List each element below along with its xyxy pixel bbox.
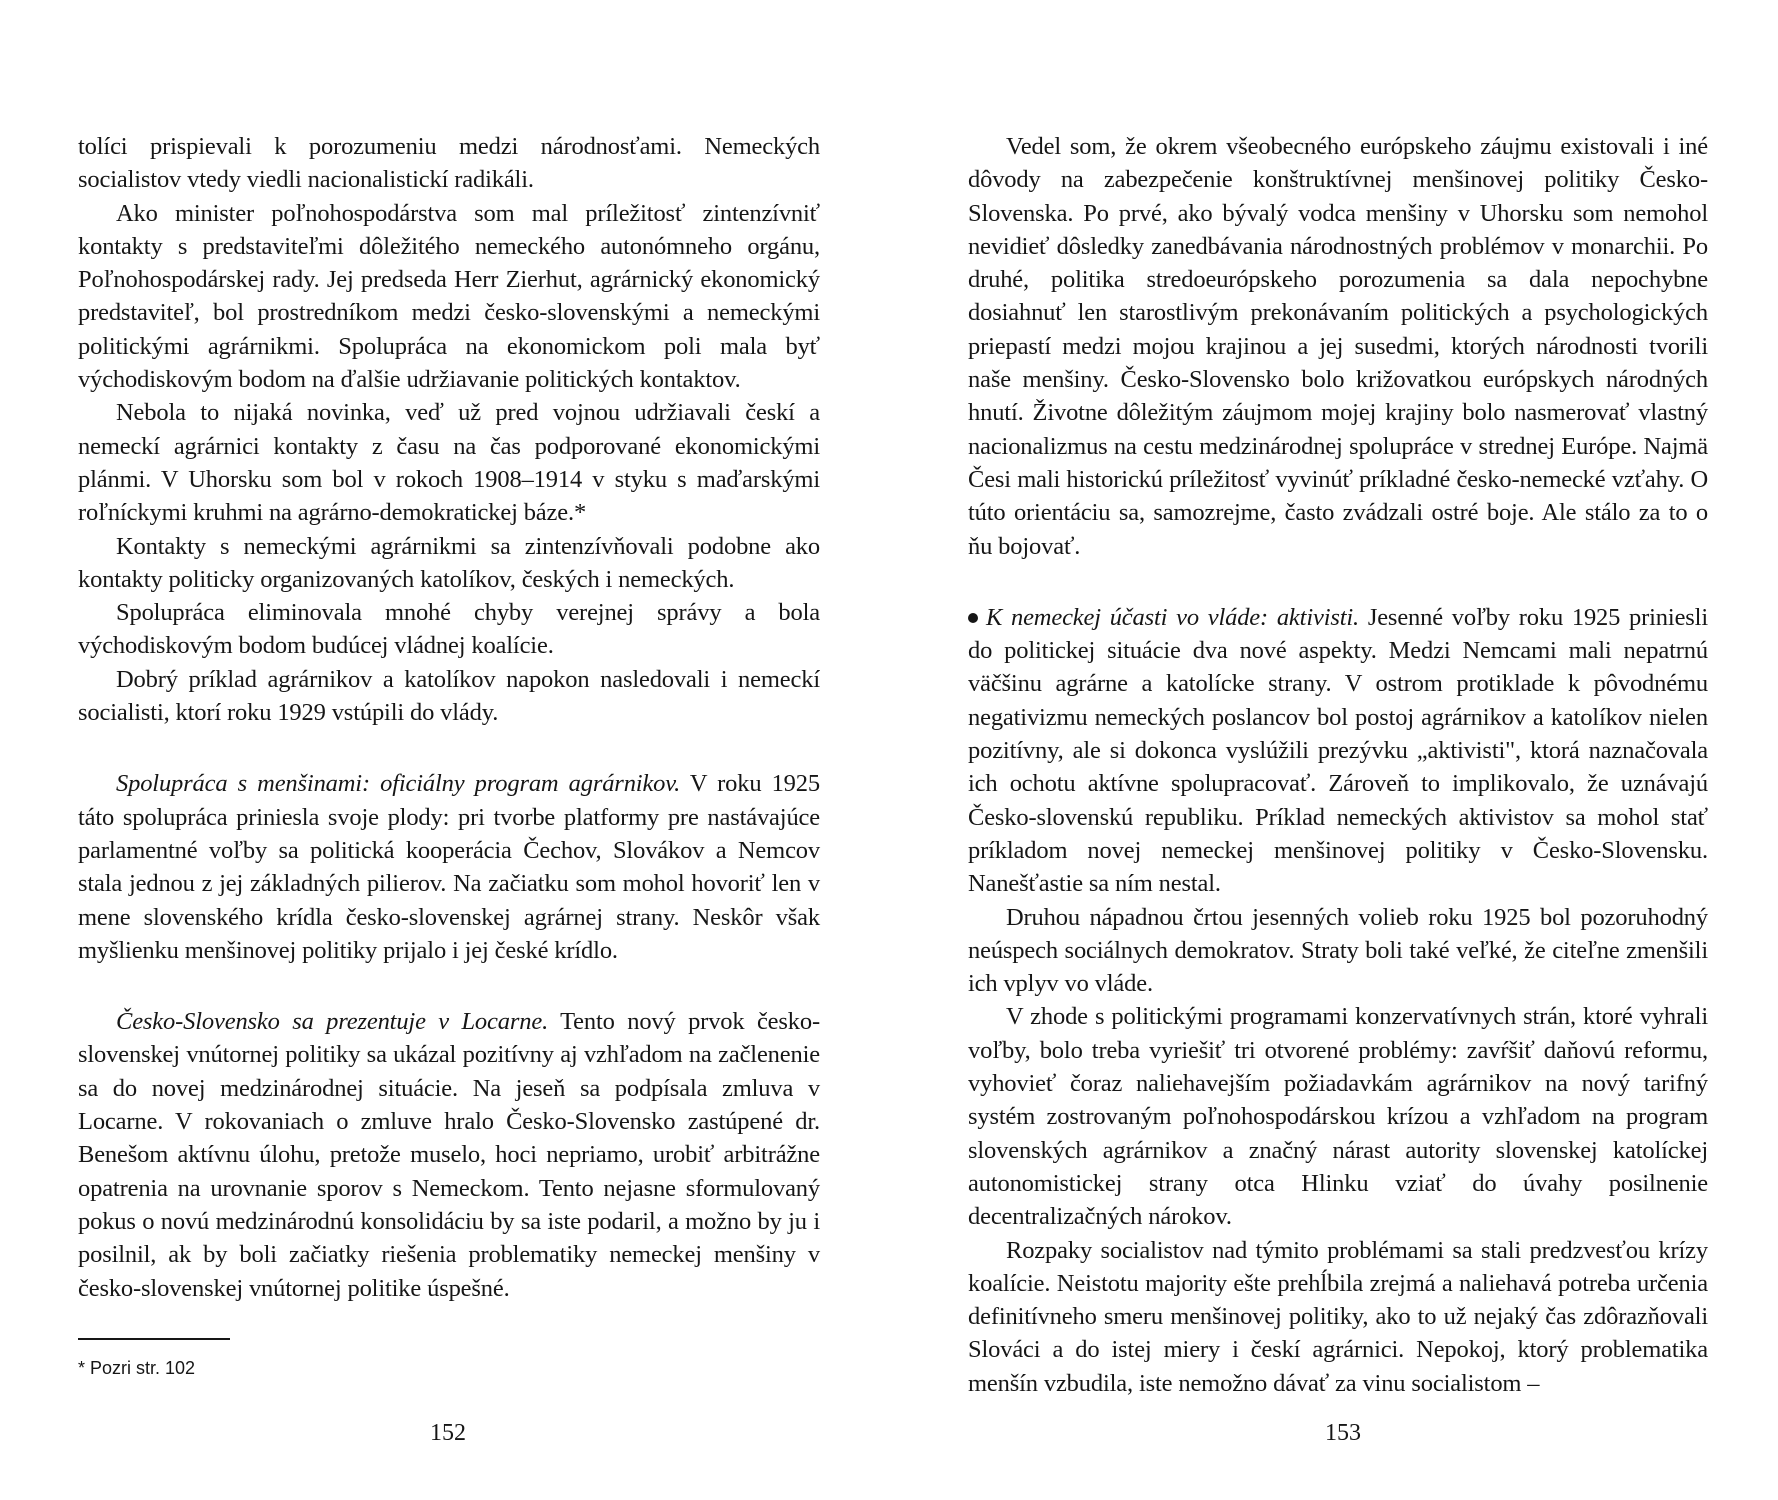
section-gap [78,729,820,767]
paragraph: Rozpaky socialistov nad týmito problémami sa stali predzvesťou krízy koalície. Neistotu majority ešte prehĺbila zrejmá a naliehavá potreba určenia definitívneho smeru menšinovej politiky, ako to už nejaký čas zdôrazňovali Slováci a do istej miery i českí agrárnici. Nepokoj, ktorý problematika menšín vzbudila, iste nemožno dávať za vinu socialistom – [968,1236,1708,1397]
section-gap [968,563,1708,601]
paragraph: V zhode s politickými programami konzervatívnych strán, ktoré vyhrali voľby, bolo treba vyriešiť tri otvorené problémy: zavŕšiť daňovú reformu, vyhovieť čoraz naliehavejším požiadavkám agrárnikov na nový tarifný systém zostrovaným poľnohospodárskou krízou a vzhľadom na program slovenských agrárnikov a značný nárast autority slovenskej katolíckej autonomistickej strany otca Hlinku vziať do úvahy posilnenie decentralizačných nárokov. [968,1003,1708,1231]
section-heading: Česko-Slovensko sa prezentuje v Locarne. [116,1008,549,1036]
page-number-right: 153 [1325,1420,1361,1446]
section-heading: Spolupráca s menšinami: oficiálny program agrárnikov. [116,770,681,798]
paragraph: tolíci prispievali k porozumeniu medzi národnosťami. Nemeckých socialistov vtedy viedli nacionalistickí radikáli. [78,133,820,194]
paragraph: Druhou nápadnou črtou jesenných volieb roku 1925 bol pozoruhodný neúspech sociálnych demokratov. Straty boli také veľké, že citeľne zmenšili ich vplyv vo vláde. [968,903,1708,998]
paragraph: Dobrý príklad agrárnikov a katolíkov napokon nasledovali i nemeckí socialisti, ktorí roku 1929 vstúpili do vlády. [78,665,820,727]
paragraph: Kontakty s nemeckými agrárnikmi sa zintenzívňovali podobne ako kontakty politicky organizovaných katolíkov, českých i nemeckých. [78,532,820,593]
page-number-left: 152 [430,1420,466,1446]
section-text: Tento nový prvok česko-slovenskej vnútornej politiky sa ukázal pozitívny aj vzhľadom na začlenenie sa do novej medzinárodnej situácie. Na jeseň sa podpísala zmluva v Locarne. V rokovaniach o zmluve hralo Česko-Slovensko zastúpené dr. Benešom aktívnu úlohu, pretože muselo, hoci nepriamo, urobiť arbitrážne opatrenia na urovnanie sporov s Nemeckom. Tento nejasne sformulovaný pokus o novú medzinárodnú konsolidáciu by sa iste podaril, a možno by ju i posilnil, ak by boli začiatky riešenia problematiky nemeckej menšiny v česko-slovenskej vnútornej politike úspešné. [78,1008,820,1302]
section-paragraph [968,601,1708,901]
section-text: Jesenné voľby roku 1925 priniesli do politickej situácie dva nové aspekty. Medzi Nemcami mali nepatrnú väčšinu agrárne a katolícke strany. V ostrom protiklade k pôvodnému negativizmu nemeckých poslancov bol postoj agrárnikov a katolíkov nielen pozitívny, ale si dokonca vyslúžili prezývku „aktivisti", ktorá naznačovala ich ochotu aktívne spolupracovať. Zároveň to implikovalo, že uznávajú Česko-slovenskú republiku. Príklad nemeckých aktivistov sa mohol stať príkladom novej nemeckej menšinovej politiky v Česko-Slovensku. Nanešťastie sa ním nestal. [968,603,1708,898]
footnote-divider [78,1338,230,1340]
right-page [968,130,1708,1400]
section-text: V roku 1925 táto spolupráca priniesla svoje plody: pri tvorbe platformy pre nastávajúce parlamentné voľby sa politická kooperácia Čechov, Slovákov a Nemcov stala jednou z jej základných pilierov. Na začiatku som mohol hovoriť len v mene slovenského krídla česko-slovenskej agrárnej strany. Neskôr však myšlienku menšinovej politiky prijalo i jej české krídlo. [78,770,820,964]
section-gap [78,967,820,1005]
left-page [78,130,820,1305]
section-heading: K nemeckej účasti vo vláde: aktivisti. [986,603,1360,631]
paragraph: Ako minister poľnohospodárstva som mal príležitosť zintenzívniť kontakty s predstaviteľmi dôležitého nemeckého autonómneho orgánu, Poľnohospodárskej rady. Jej predseda Herr Zierhut, agrárnický ekonomický predstaviteľ, bol prostredníkom medzi česko-slovenskými a nemeckými politickými agrárnikmi. Spolupráca na ekonomickom poli mala byť východiskovým bodom na ďalšie udržiavanie politických kontaktov. [78,199,820,394]
bullet-icon [968,613,978,623]
section-paragraph [78,767,820,967]
paragraph: Vedel som, že okrem všeobecného európskeho záujmu existovali i iné dôvody na zabezpečenie konštruktívnej menšinovej politiky Česko-Slovenska. Po prvé, ako bývalý vodca menšiny v Uhorsku som nemohol nevidieť dôsledky zanedbávania národnostných problémov v monarchii. Po druhé, politika stredoeurópskeho porozumenia sa dala nepochybne dosiahnuť len starostlivým prekonávaním politických a psychologických priepastí medzi mojou krajinou a jej susedmi, ktorých národnosti tvorili naše menšiny. Česko-Slovensko bolo križovatkou európskych národných hnutí. Životne dôležitým záujmom mojej krajiny bolo nasmerovať vlastný nacionalizmus na cestu medzinárodnej spolupráce v strednej Európe. Najmä Česi mali historickú príležitosť vyvinúť príkladné česko-nemecké vzťahy. O túto orientáciu sa, samozrejme, často zvádzali ostré boje. Ale stálo za to o ňu bojovať. [968,133,1708,560]
paragraph: Spolupráca eliminovala mnohé chyby verejnej správy a bola východiskovým bodom budúcej vládnej koalície. [78,599,820,660]
paragraph: Nebola to nijaká novinka, veď už pred vojnou udržiavali českí a nemeckí agrárnici kontakty z času na čas podporované ekonomickými plánmi. V Uhorsku som bol v rokoch 1908–1914 v styku s maďarskými roľníckymi kruhmi na agrárno-demokratickej báze.* [78,399,820,527]
section-paragraph [78,1005,820,1305]
footnote: * Pozri str. 102 [78,1358,196,1378]
